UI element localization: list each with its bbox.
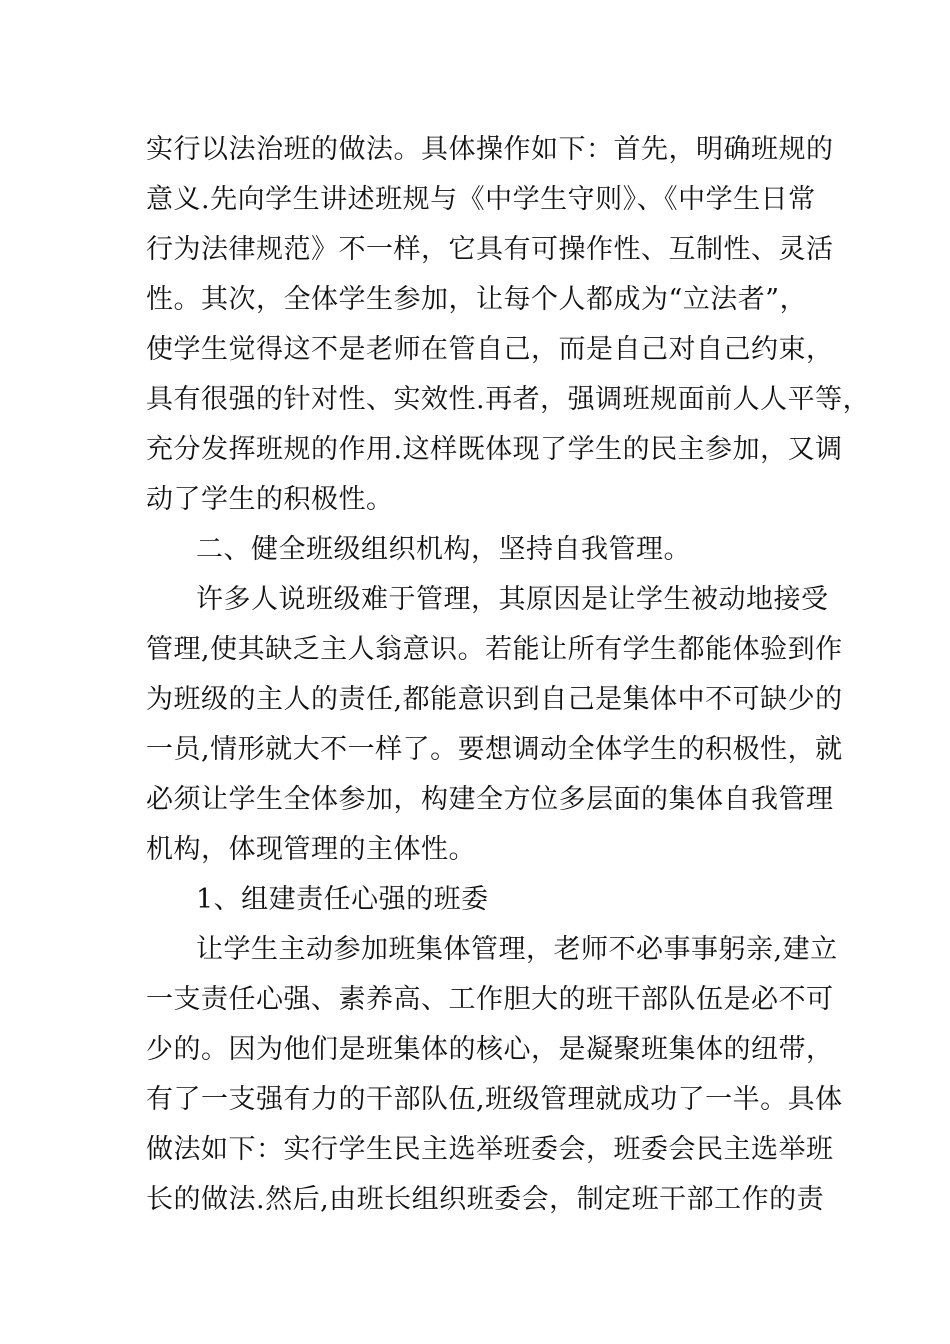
paragraph-line: 必须让学生全体参加，构建全方位多层面的集体自我管理 [146, 784, 834, 815]
paragraph-line: 一员,情形就大不一样了。要想调动全体学生的积极性，就 [146, 734, 843, 765]
paragraph-line: 少的。因为他们是班集体的核心，是凝聚班集体的纽带， [146, 1034, 834, 1065]
paragraph-line: 具有很强的针对性、实效性.再者，强调班规面前人人平等， [146, 384, 871, 415]
paragraph-line: 做法如下：实行学生民主选举班委会，班委会民主选举班 [146, 1134, 834, 1165]
paragraph-line: 管理,使其缺乏主人翁意识。若能让所有学生都能体验到作 [146, 634, 843, 665]
paragraph-line: 使学生觉得这不是老师在管自己，而是自己对自己约束， [146, 334, 834, 365]
paragraph-line: 充分发挥班规的作用.这样既体现了学生的民主参加，又调 [146, 434, 843, 465]
paragraph-line: 一支责任心强、素养高、工作胆大的班干部队伍是必不可 [146, 984, 834, 1015]
paragraph-line: 许多人说班级难于管理，其原因是让学生被动地接受 [196, 584, 829, 615]
subsection-heading: 1、组建责任心强的班委 [196, 884, 489, 915]
paragraph-line: 为班级的主人的责任,都能意识到自己是集体中不可缺少的 [146, 684, 843, 715]
paragraph-line: 行为法律规范》不一样，它具有可操作性、互制性、灵活 [146, 234, 834, 265]
section-heading: 二、健全班级组织机构，坚持自我管理。 [196, 534, 691, 565]
paragraph-line: 机构，体现管理的主体性。 [146, 834, 476, 865]
paragraph-line: 动了学生的积极性。 [146, 484, 394, 515]
paragraph-line: 长的做法.然后,由班长组织班委会，制定班干部工作的责 [146, 1184, 825, 1215]
paragraph-line: 性。其次，全体学生参加，让每个人都成为“立法者”， [146, 284, 808, 315]
paragraph-line: 让学生主动参加班集体管理，老师不必事事躬亲,建立 [196, 934, 838, 965]
paragraph-line: 意义.先向学生讲述班规与《中学生守则》、《中学生日常 [146, 184, 816, 215]
paragraph-line: 有了一支强有力的干部队伍,班级管理就成功了一半。具体 [146, 1084, 843, 1115]
paragraph-line: 实行以法治班的做法。具体操作如下：首先，明确班规的 [146, 134, 834, 165]
